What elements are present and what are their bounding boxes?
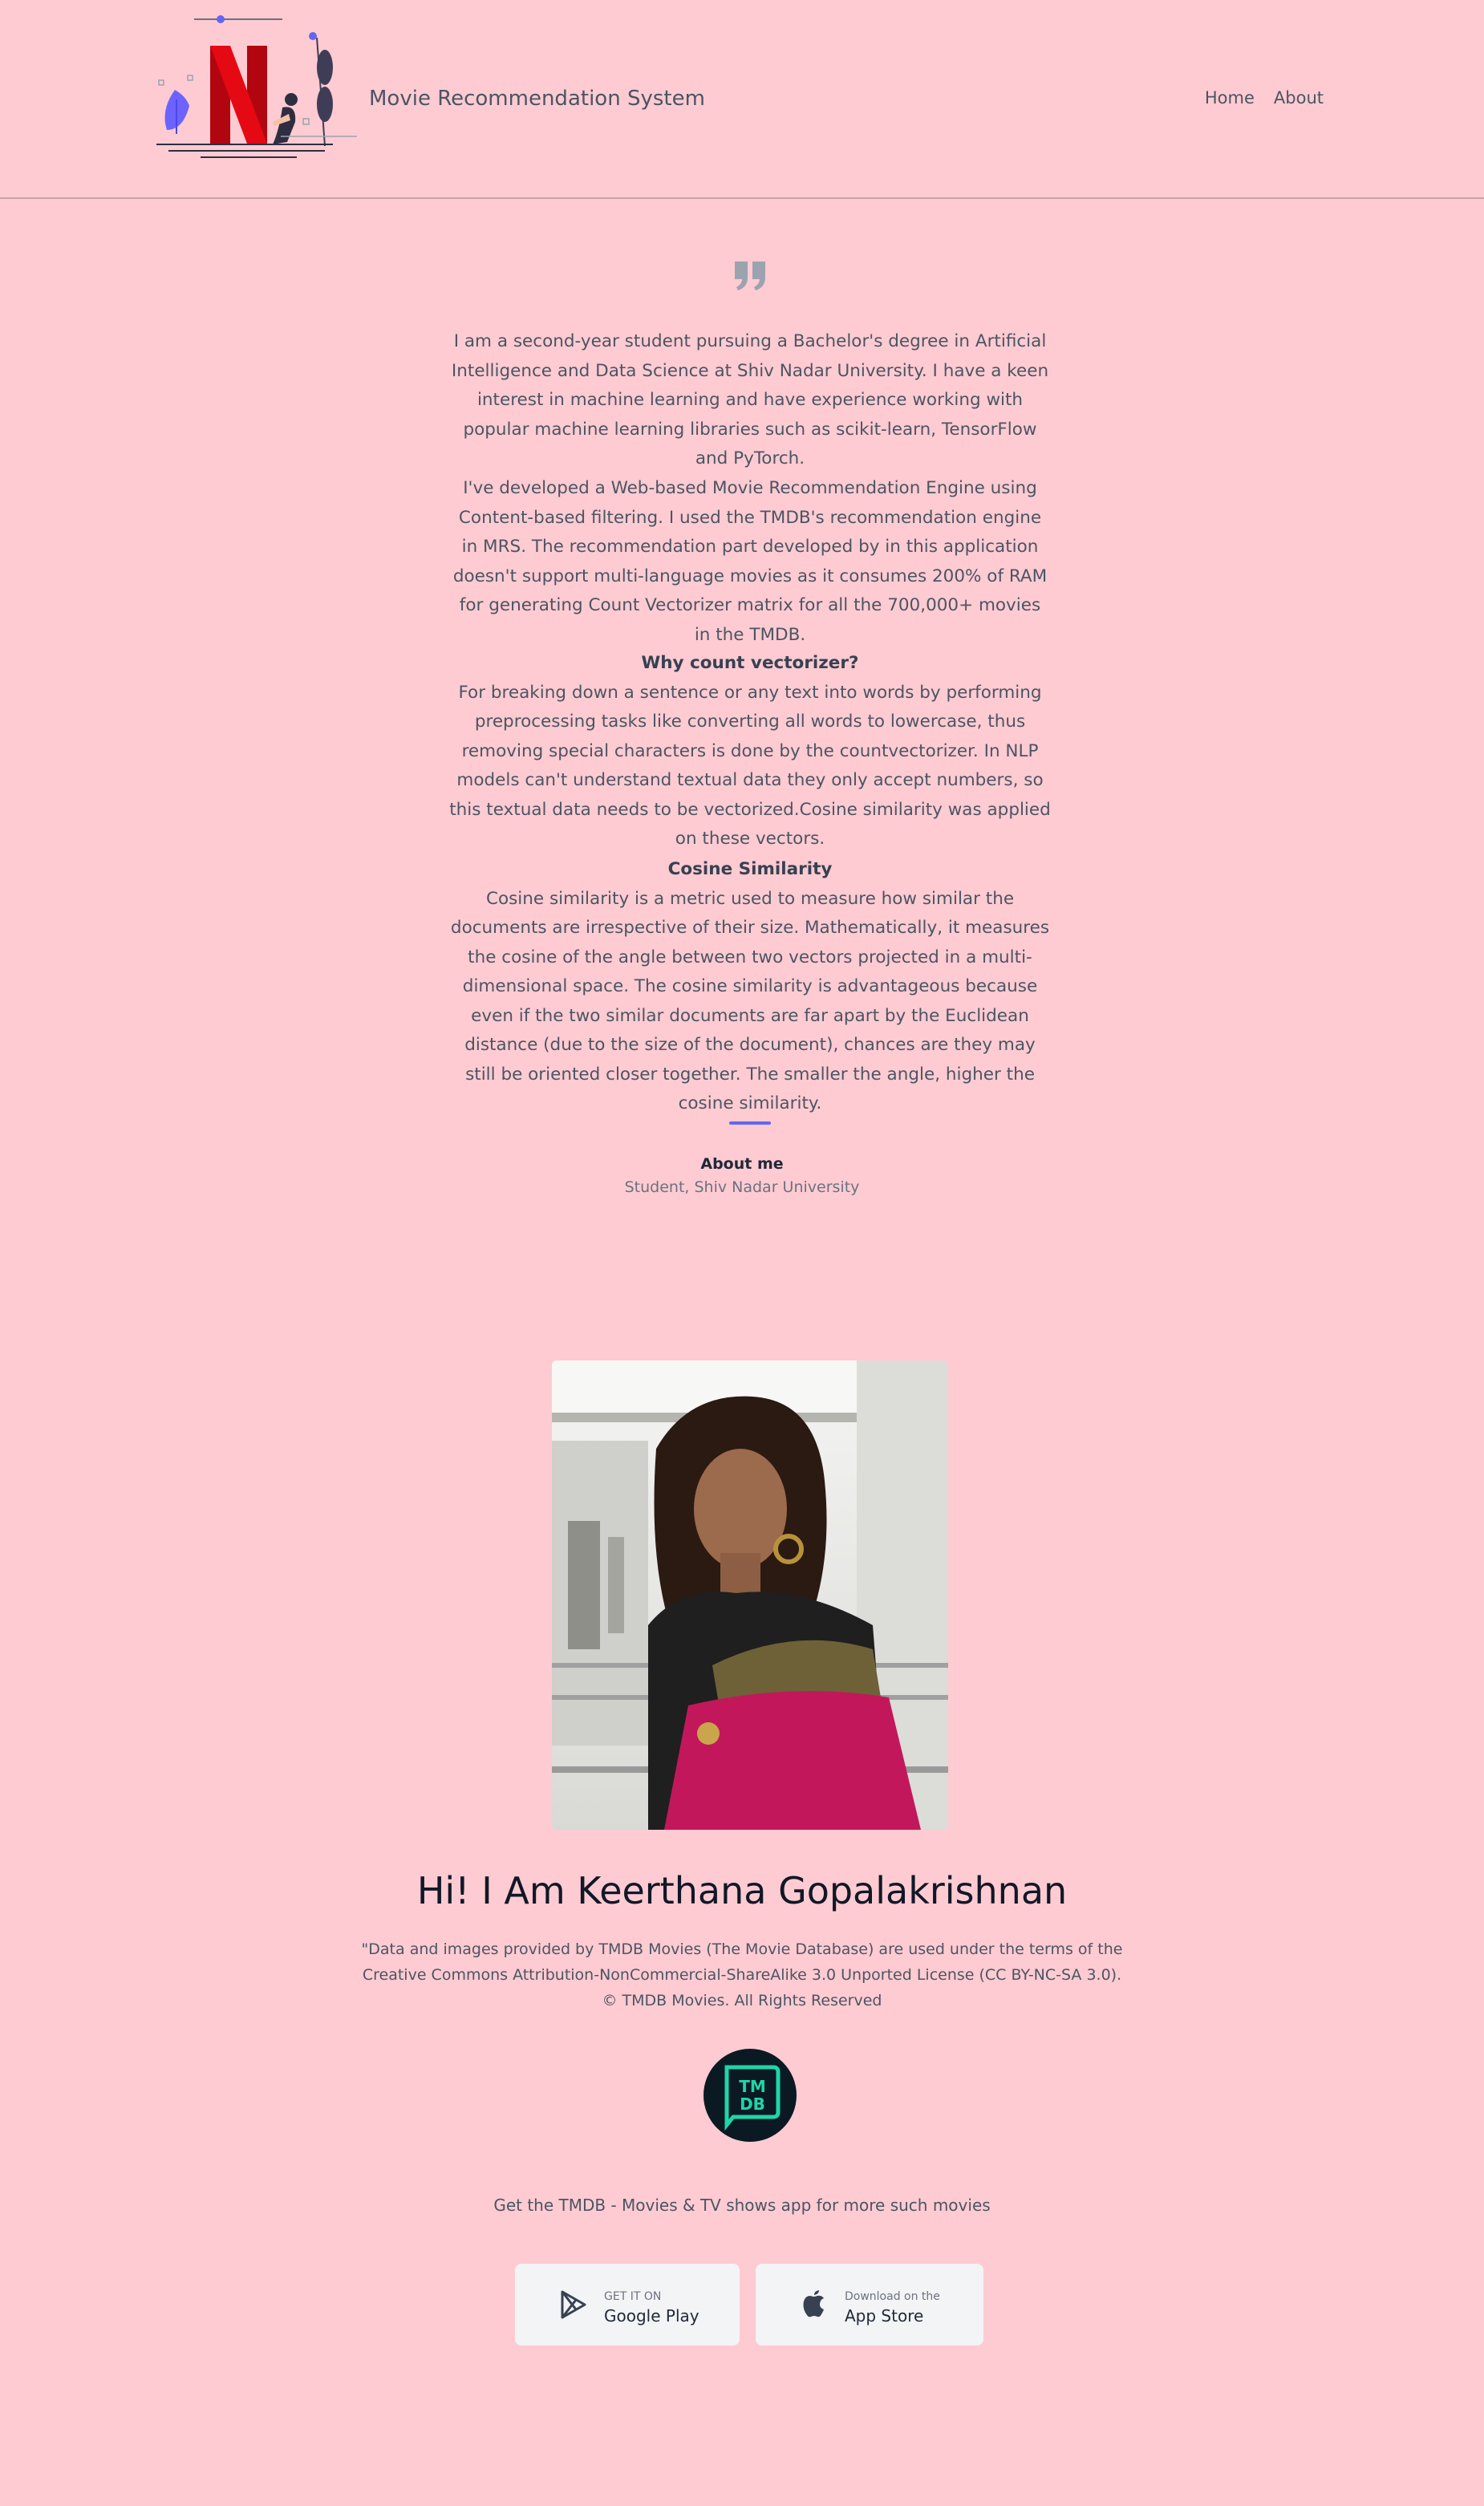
app-store-label: App Store bbox=[845, 2306, 924, 2326]
profile-photo bbox=[552, 1360, 948, 1830]
cosine-similarity-heading: Cosine Similarity bbox=[667, 859, 833, 879]
netflix-illustration-logo[interactable] bbox=[152, 10, 361, 162]
divider-accent bbox=[729, 1121, 771, 1125]
tmdb-logo-db: DB bbox=[740, 2094, 765, 2114]
profile-heading: Hi! I Am Keerthana Gopalakrishnan bbox=[416, 1869, 1068, 1912]
cosine-similarity-section bbox=[449, 855, 1051, 1119]
google-play-button[interactable] bbox=[515, 2264, 740, 2346]
about-me-title: About me bbox=[700, 1155, 784, 1173]
site-title[interactable]: Movie Recommendation System bbox=[369, 87, 705, 111]
project-paragraph: I've developed a Web-based Movie Recommendation Engine using Content-based filtering. I used the TMDB's recommendation engine in MRS. The recommendation part developed by in this application doesn't support multi-language movies as it consumes 200% of RAM for generating Count Vectorizer matrix for all the 700,000+ movies in the TMDB. bbox=[452, 478, 1048, 645]
google-play-icon bbox=[560, 2290, 587, 2319]
tmdb-license-text: "Data and images provided by TMDB Movies (The Movie Database) are used under the terms of the Creative Commons Attribution-NonCommercial-ShareAlike 3.0 Unported License (CC BY-NC-SA 3.0). © TMDB Movies. All Rights Reserved bbox=[361, 1940, 1123, 2009]
bio-paragraph: I am a second-year student pursuing a Bachelor's degree in Artificial Intelligence and Data Science at Shiv Nadar University. I have a keen interest in machine learning and have experience working with popular machine learning libraries such as scikit-learn, TensorFlow and PyTorch. bbox=[451, 331, 1049, 468]
about-me-subtitle: Student, Shiv Nadar University bbox=[624, 1178, 860, 1196]
site-header bbox=[0, 0, 1484, 199]
get-app-text: Get the TMDB - Movies & TV shows app for more such movies bbox=[493, 2196, 991, 2215]
app-store-small-label: Download on the bbox=[845, 2290, 940, 2303]
nav-about-link[interactable]: About bbox=[1273, 88, 1324, 107]
cosine-similarity-text: Cosine similarity is a metric used to measure how similar the documents are irrespective of their size. Mathematically, it measures the cosine of the angle between two vectors projected in a multi-dimensional space. The cosine similarity is advantageous because even if the two similar documents are far apart by the Euclidean distance (due to the size of the document), chances are they may still be oriented closer together. The smaller the angle, higher the cosine similarity. bbox=[450, 888, 1050, 1113]
apple-icon bbox=[802, 2289, 826, 2318]
nav-home-link[interactable]: Home bbox=[1204, 88, 1255, 107]
count-vectorizer-heading: Why count vectorizer? bbox=[641, 653, 859, 673]
tmdb-logo-tm: TM bbox=[739, 2077, 766, 2096]
google-play-small-label: GET IT ON bbox=[604, 2290, 662, 2303]
count-vectorizer-text: For breaking down a sentence or any text into words by performing preprocessing tasks like converting all words to lowercase, thus removing special characters is done by the countvectorizer. In NLP models can't understand textual data they only accept numbers, so this textual data needs to be vectorized.Cosine similarity was applied on these vectors. bbox=[449, 682, 1051, 849]
app-store-button[interactable] bbox=[756, 2264, 983, 2346]
count-vectorizer-section bbox=[449, 649, 1051, 854]
tmdb-logo-icon[interactable] bbox=[703, 2048, 797, 2143]
main-nav bbox=[1205, 88, 1324, 107]
google-play-label: Google Play bbox=[604, 2306, 699, 2326]
quote-icon bbox=[733, 260, 768, 292]
